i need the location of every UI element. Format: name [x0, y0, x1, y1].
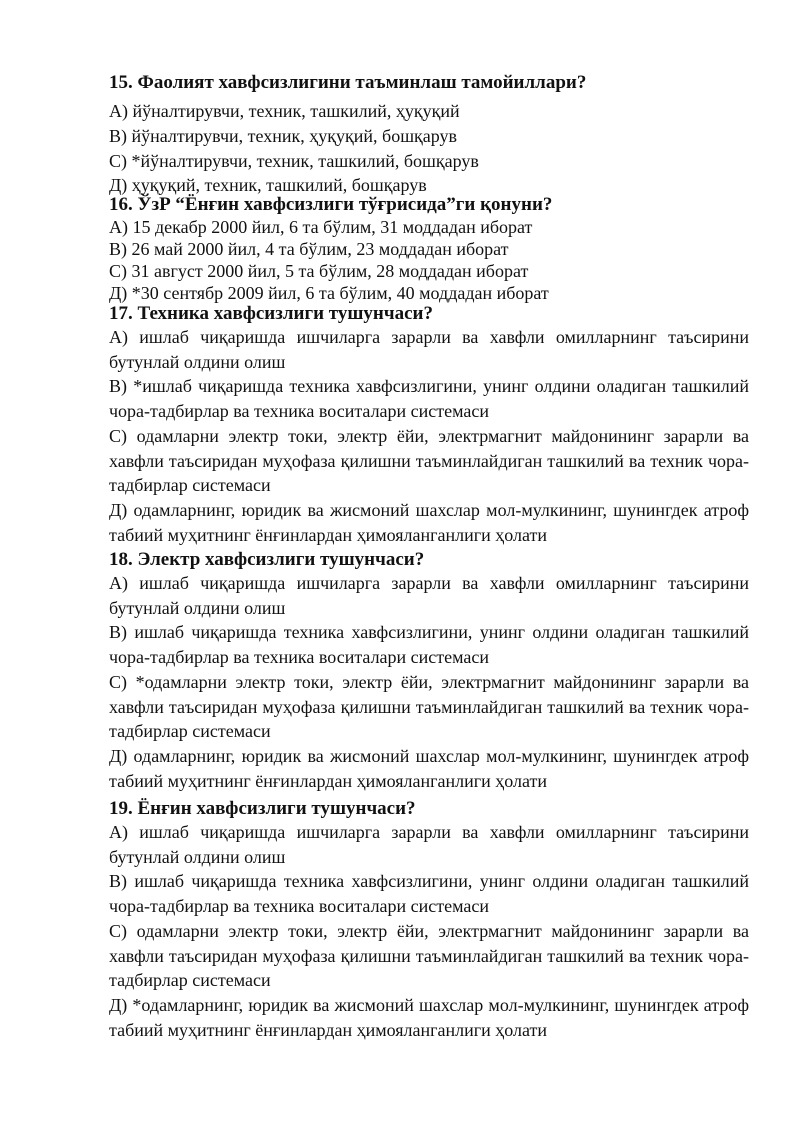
- question-18: [109, 549, 749, 793]
- option-a: А) 15 декабр 2000 йил, 6 та бўлим, 31 моддадан иборат: [109, 217, 533, 237]
- option-c: С) одамларни электр токи, электр ёйи, электрмагнит майдонининг зарарли ва хавфли таъсиридан муҳофаза қилишни таъминлайдиган ташкилий ва техник чора-тадбирлар системаси: [109, 425, 749, 496]
- option-b: В) ишлаб чиқаришда техника хавфсизлигини, унинг олдини оладиган ташкилий чора-тадбирлар ва техника воситалари системаси: [109, 871, 749, 917]
- question-19: [109, 798, 749, 1042]
- option-a: А) ишлаб чиқаришда ишчиларга зарарли ва хавфли омилларнинг таъсирини бутунлай олдини олиш: [109, 327, 749, 372]
- question-title: 16. ЎзР “Ёнғин хавфсизлиги тўғрисида”ги қонуни?: [109, 194, 553, 215]
- question-title: 15. Фаолият хавфсизлигини таъминлаш тамойиллари?: [109, 72, 587, 93]
- question-17: [109, 303, 749, 547]
- option-d: Д) *одамларнинг, юридик ва жисмоний шахслар мол-мулкининг, шунингдек атроф табиий муҳитнинг ёнғинлардан ҳимояланганлиги ҳолати: [109, 994, 749, 1040]
- option-c: С) *одамларни электр токи, электр ёйи, электрмагнит майдонининг зарарли ва хавфли таъсиридан муҳофаза қилишни таъминлайдиган ташкилий ва техник чора-тадбирлар системаси: [109, 671, 749, 742]
- option-b: В) ишлаб чиқаришда техника хавфсизлигини, унинг олдини оладиган ташкилий чора-тадбирлар ва техника воситалари системаси: [109, 622, 749, 668]
- option-a: А) ишлаб чиқаришда ишчиларга зарарли ва хавфли омилларнинг таъсирини бутунлай олдини олиш: [109, 822, 749, 867]
- option-c: С) *йўналтирувчи, техник, ташкилий, бошқарув: [109, 150, 479, 171]
- option-d: Д) ҳуқуқий, техник, ташкилий, бошқарув: [109, 175, 427, 196]
- option-b: В) 26 май 2000 йил, 4 та бўлим, 23 моддадан иборат: [109, 239, 509, 259]
- option-c: С) 31 август 2000 йил, 5 та бўлим, 28 моддадан иборат: [109, 261, 529, 281]
- question-16: [109, 194, 749, 304]
- question-15: [109, 72, 749, 198]
- question-title: 18. Электр хавфсизлиги тушунчаси?: [109, 549, 425, 570]
- option-b: В) йўналтирувчи, техник, ҳуқуқий, бошқарув: [109, 125, 458, 146]
- option-d: Д) *30 сентябр 2009 йил, 6 та бўлим, 40 моддадан иборат: [109, 283, 549, 303]
- option-b: В) *ишлаб чиқаришда техника хавфсизлигини, унинг олдини оладиган ташкилий чора-тадбирлар ва техника воситалари системаси: [109, 376, 749, 422]
- question-title: 17. Техника хавфсизлиги тушунчаси?: [109, 303, 433, 324]
- option-a: А) ишлаб чиқаришда ишчиларга зарарли ва хавфли омилларнинг таъсирини бутунлай олдини олиш: [109, 573, 749, 618]
- option-c: С) одамларни электр токи, электр ёйи, электрмагнит майдонининг зарарли ва хавфли таъсиридан муҳофаза қилишни таъминлайдиган ташкилий ва техник чора-тадбирлар системаси: [109, 920, 749, 991]
- option-a: А) йўналтирувчи, техник, ташкилий, ҳуқуқий: [109, 101, 460, 121]
- question-title: 19. Ёнғин хавфсизлиги тушунчаси?: [109, 798, 416, 819]
- option-d: Д) одамларнинг, юридик ва жисмоний шахслар мол-мулкининг, шунингдек атроф табиий муҳитнинг ёнғинлардан ҳимояланганлиги ҳолати: [109, 499, 749, 545]
- option-d: Д) одамларнинг, юридик ва жисмоний шахслар мол-мулкининг, шунингдек атроф табиий муҳитнинг ёнғинлардан ҳимояланганлиги ҳолати: [109, 745, 749, 791]
